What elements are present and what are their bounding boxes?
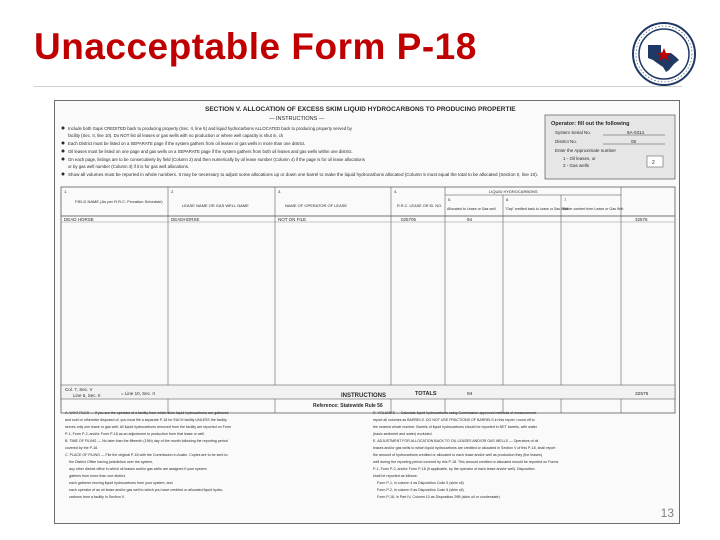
cell-field: DEAD HORSE: [64, 217, 94, 222]
bullet-text: Oil leases must be listed on one page and gas wells on a SEPARATE page if the system gathers from both oil leases and gas wells within one district.: [68, 149, 353, 154]
instruction-line: serves only one lease or gas well. All liquid hydrocarbons removed from the facility are reported on Form: [65, 425, 231, 429]
instruction-line: report all volumes as BARRELS. DO NOT USE FRACTIONS OF BARRELS in this report; round off to: [373, 418, 535, 422]
allocation-table: [61, 187, 675, 413]
operator-box: [545, 115, 675, 179]
instruction-line: covered by the P-18.: [65, 446, 99, 450]
bullet-text: facility (Sec. II, line 10). Do NOT list oil leases or gas wells with no production or where well capacity is shut in, ck: [68, 133, 284, 138]
instruction-line: Form P-2, in column 9 as Disposition Code 5 (skim oil): [377, 488, 464, 492]
instruction-line: E. ADJUSTMENT FOR ALLOCATION BACK TO OIL LEASES AND/OR GAS WELLS — Operators of oil: [373, 439, 539, 443]
system-serial-label: System Serial No.: [555, 130, 592, 135]
instructions-left-column: [65, 411, 231, 499]
instruction-line: and sold or otherwise disposed of, you must file a separate P-18 for EACH facility UNLESS the facility: [65, 418, 227, 422]
cell-water: 32575: [635, 217, 648, 222]
column-header-field-name: FIELD NAME (As per R.R.C. Proration Schedule): [75, 199, 163, 204]
approx-number-label: Enter the Approximate number: [555, 148, 617, 153]
bullet-text: Each District must be listed on a SEPARATE page if the system gathers from oil leases or gas wells in more than one district.: [68, 141, 306, 146]
scanned-form-p18: [54, 100, 680, 524]
footer-note-middle: = Line 10, Sec. II: [121, 391, 155, 396]
instruction-line: leases and/or gas wells to which liquid hydrocarbons are credited or allocated in Section V of this P-18, shall report: [373, 446, 556, 450]
liquid-hydrocarbons-header: LIQUID HYDROCARBONS: [489, 189, 538, 194]
column-number: 2.: [171, 189, 175, 194]
page-title: Unacceptable Form P-18: [34, 26, 477, 67]
instruction-line: the District Office having jurisdiction over the system,: [69, 460, 154, 464]
cell-operator: NOT ON FILE: [278, 217, 307, 222]
reference-rule: Reference: Statewide Rule 56: [313, 403, 383, 409]
footer-note-bottom: Line 5, Sec. II: [73, 393, 101, 398]
instruction-line: gathers from more than one district,: [69, 474, 126, 478]
title-divider: [34, 86, 682, 87]
column-header-operator: NAME OF OPERATOR OF LEASE: [285, 203, 348, 208]
column-header-water-content: Water content from Lease or Gas Wel.: [563, 207, 625, 211]
column-header-gap-credited: "Gap" credited back to Lease or Gas Well: [505, 207, 568, 211]
instruction-line: any other district office in which oil leases and/or gas wells are assigned if your system: [69, 467, 207, 471]
bullet-text: or by gas well number (Column 4) if it is for gas well allocations.: [68, 164, 190, 169]
instructions-heading: — INSTRUCTIONS —: [269, 116, 325, 122]
instruction-line: the amount of hydrocarbons credited or allocated to each lease and/or well as production they (the leases): [373, 453, 543, 457]
bullet-text: On each page, listings are to be consecutively by field (Column 2) and then numerically by oil lease number (Column 4) if the page is for oil lease allocations: [68, 157, 365, 162]
cell-lease: DEADHORSE: [171, 217, 200, 222]
option-gas-wells: 2 - Gas wells: [563, 163, 590, 168]
instruction-line: P-1, Form P-2, and/or Form P-18 (if applicable, by the operator of each lease and/or well). Disposition: [373, 467, 535, 471]
bullet-text: Include both Gaps CREDITED back to producing property (Sec. II, line 5) and liquid hydrocarbons ALLOCATED back to producing property served by: [68, 126, 352, 131]
instructions-right-column: [373, 411, 559, 499]
totals-label: TOTALS: [415, 391, 437, 397]
instruction-line: shall be reported as follows:: [373, 474, 418, 478]
instruction-line: each gatherer moving liquid hydrocarbons from your system, and: [69, 481, 173, 485]
state-seal-icon: [632, 22, 696, 86]
column-header-allocated: Allocated to Lease or Gas well: [447, 207, 496, 211]
instruction-line: the nearest whole number. Barrels of liquid hydrocarbons should be reported in NET barrels, with water: [373, 425, 537, 429]
column-header-lease-id: R.R.C. LEASE OR ID. NO.: [397, 204, 443, 208]
column-number: 7.: [564, 197, 568, 202]
instruction-line: Form P-1, in column 4 as Disposition Code 5 (skim oil): [377, 481, 464, 485]
instruction-line: P-1, Form P-2, and/or Form P-18 as an adjustment to production from that lease or well.: [65, 432, 206, 436]
operator-box-heading: Operator: fill out the following: [551, 121, 630, 127]
cell-lease-id: 025705: [401, 217, 417, 222]
instruction-bullets: [62, 126, 539, 177]
instruction-line: A. WHO FILES — If you are the operator of a facility from which skim liquid hydrocarbons are gathered: [65, 411, 229, 415]
bullet-text: Show all volumes must be reported in whole numbers. It may be necessary to adjust some allocations up or down one barrel to make the liquid hydrocarbons allocated (Column 5 must equal the total to be allocated (Section II, line 10).: [68, 172, 538, 177]
footer-note-top: Col. 7, Sec. V: [65, 387, 93, 392]
instruction-line: well during the reporting period covered by this P-18. This amount credited or allocated should be reported on Forms: [373, 460, 559, 464]
total-allocated: 94: [467, 392, 473, 397]
column-number: 1.: [64, 189, 68, 194]
system-serial-value: 8A-0314: [627, 130, 645, 135]
instruction-line: (basic sediment and water) excluded.: [373, 432, 433, 436]
option-value: 2: [652, 160, 655, 166]
instruction-line: Form P-18, in Part IV, Column 10 as Disposition 29B (skim oil or condensate): [377, 495, 500, 499]
column-number: 3.: [278, 189, 282, 194]
district-label: District No.: [555, 139, 578, 144]
instruction-line: each operator of an oil lease and/or gas well to which you have credited or allocated liquid hydro-: [69, 488, 224, 492]
instruction-line: C. PLACE OF FILING — File the original P-18 with the Commission in Austin. Copies are to be sent to:: [65, 453, 229, 457]
table-row: [64, 217, 648, 222]
column-number: 4.: [394, 189, 398, 194]
column-number: 5.: [448, 197, 452, 202]
district-value: 08: [631, 139, 637, 144]
instruction-line: D. VOLUMES — Calculate liquid hydrocarbons using Commission-approved methods of measurement: [373, 411, 537, 415]
instruction-line: carbons from a facility in Section V.: [69, 495, 125, 499]
instructions-bottom-heading: INSTRUCTIONS: [341, 393, 386, 399]
column-number: 6.: [506, 197, 510, 202]
instruction-line: B. TIME OF FILING — No later than the fifteenth (15th) day of the month following the reporting period: [65, 439, 228, 443]
section-title: SECTION V. ALLOCATION OF EXCESS SKIM LIQUID HYDROCARBONS TO PRODUCING PROPERTIE: [205, 106, 516, 113]
option-oil-leases: 1 - Oil leases, or: [563, 156, 596, 161]
total-water: 32575: [635, 392, 649, 397]
page-number: 13: [660, 506, 674, 520]
cell-allocated: 94: [467, 217, 473, 222]
column-header-lease-name: LEASE NAME OR GAS WELL NAME: [182, 203, 249, 208]
